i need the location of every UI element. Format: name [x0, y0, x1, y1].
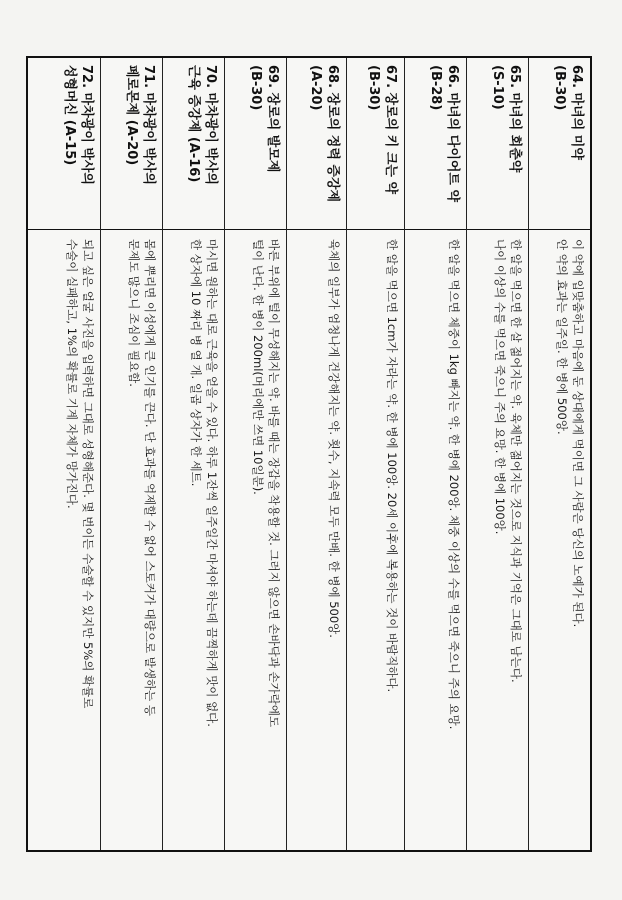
table-row — [404, 58, 466, 850]
item-name: 69. 장로의 발모제 (B-30) — [225, 58, 286, 230]
description-line: 나이 이상의 수를 먹으면 죽으니 주의 요망. 한 병에 100앙. — [493, 239, 508, 535]
description-line: 바른 부위에 털이 무성해지는 약. 바를 때는 장갑을 착용할 것. 그러지 않으면 손바닥과 손가락에도 — [267, 239, 281, 728]
description-line: 한 알을 먹으면 체중이 1kg 빠지는 약. 한 병에 200앙. 체중 이상의 수를 먹으면 죽으니 주의 요망. — [447, 239, 461, 730]
table-row — [162, 58, 224, 850]
item-name: 66. 마녀의 다이어트 약 (B-28) — [405, 58, 466, 230]
description-line: 털이 난다. 한 병이 200ml(머리에만 쓰면 10일분). — [251, 239, 266, 495]
description-line: 육체의 일부가 엄청나게 건강해지는 약. 횟수, 지속력 모두 만배. 한 병에 500앙. — [327, 239, 341, 638]
item-description — [225, 230, 286, 850]
item-description — [529, 230, 590, 850]
description-line: 한 상자에 10 짜리 병 열 개. 일곱 상자가 한 세트. — [189, 239, 204, 487]
table-row — [528, 58, 590, 850]
description-line: 마시면 원하는 대로 근육을 얻을 수 있다. 하루 1잔씩 일주일간 마셔야 하는데 끔찍하게 맛이 없다. — [205, 239, 219, 727]
table-row — [28, 58, 100, 850]
description-line: 안 약의 효과는 일주일. 한 병에 500앙. — [555, 239, 570, 435]
table-row — [286, 58, 346, 850]
description-line: 수술이 실패하고, 1%의 확률로 기계 자체가 망가진다. — [65, 239, 80, 509]
item-description — [28, 230, 100, 850]
item-name: 70. 마차광이 박사의 근육 증강제 (A-16) — [163, 58, 224, 230]
item-description — [101, 230, 162, 850]
description-line: 문제도 많으니 조심이 필요함. — [127, 239, 142, 387]
item-description — [287, 230, 346, 850]
item-description — [467, 230, 528, 850]
item-description — [347, 230, 404, 850]
description-line: 되고 싶은 얼굴 사진을 입력하면 그대로 성형해준다. 몇 번이든 수술할 수 있지만 5%의 확률로 — [81, 239, 95, 709]
item-name: 67. 장로의 키 크는 약 (B-30) — [347, 58, 404, 230]
item-table — [26, 56, 592, 852]
description-line: 이 약에 입맞춤하고 마음에 둔 상대에게 먹이면 그 사람은 당신의 노예가 된다. — [571, 239, 585, 628]
item-name: 72. 마차광이 박사의 성형머신 (A-15) — [28, 58, 100, 230]
item-name: 71. 마차광이 박사의 페로몬제 (A-20) — [101, 58, 162, 230]
description-line: 몸에 뿌리면 이성에게 큰 인기를 끈다. 단 효과를 억제할 수 없어 스토커가 대량으로 발생하는 등 — [143, 239, 157, 716]
item-name: 65. 마녀의 회춘약 (S-10) — [467, 58, 528, 230]
item-description — [163, 230, 224, 850]
table-row — [346, 58, 404, 850]
item-description — [405, 230, 466, 850]
table-row — [100, 58, 162, 850]
table-row — [466, 58, 528, 850]
item-name: 64. 마녀의 미약 (B-30) — [529, 58, 590, 230]
table-row — [224, 58, 286, 850]
description-line: 한 알을 먹으면 한 살 젊어지는 약. 육체만 젊어지는 것으로 지식과 기억은 그대로 남는다. — [509, 239, 523, 683]
description-line: 한 알을 먹으면 1cm가 자라는 약. 한 병에 100앙. 20세 이후에 복용하는 것이 바람직하다. — [385, 239, 399, 693]
item-name: 68. 장로의 정력 증강제 (A-20) — [287, 58, 346, 230]
